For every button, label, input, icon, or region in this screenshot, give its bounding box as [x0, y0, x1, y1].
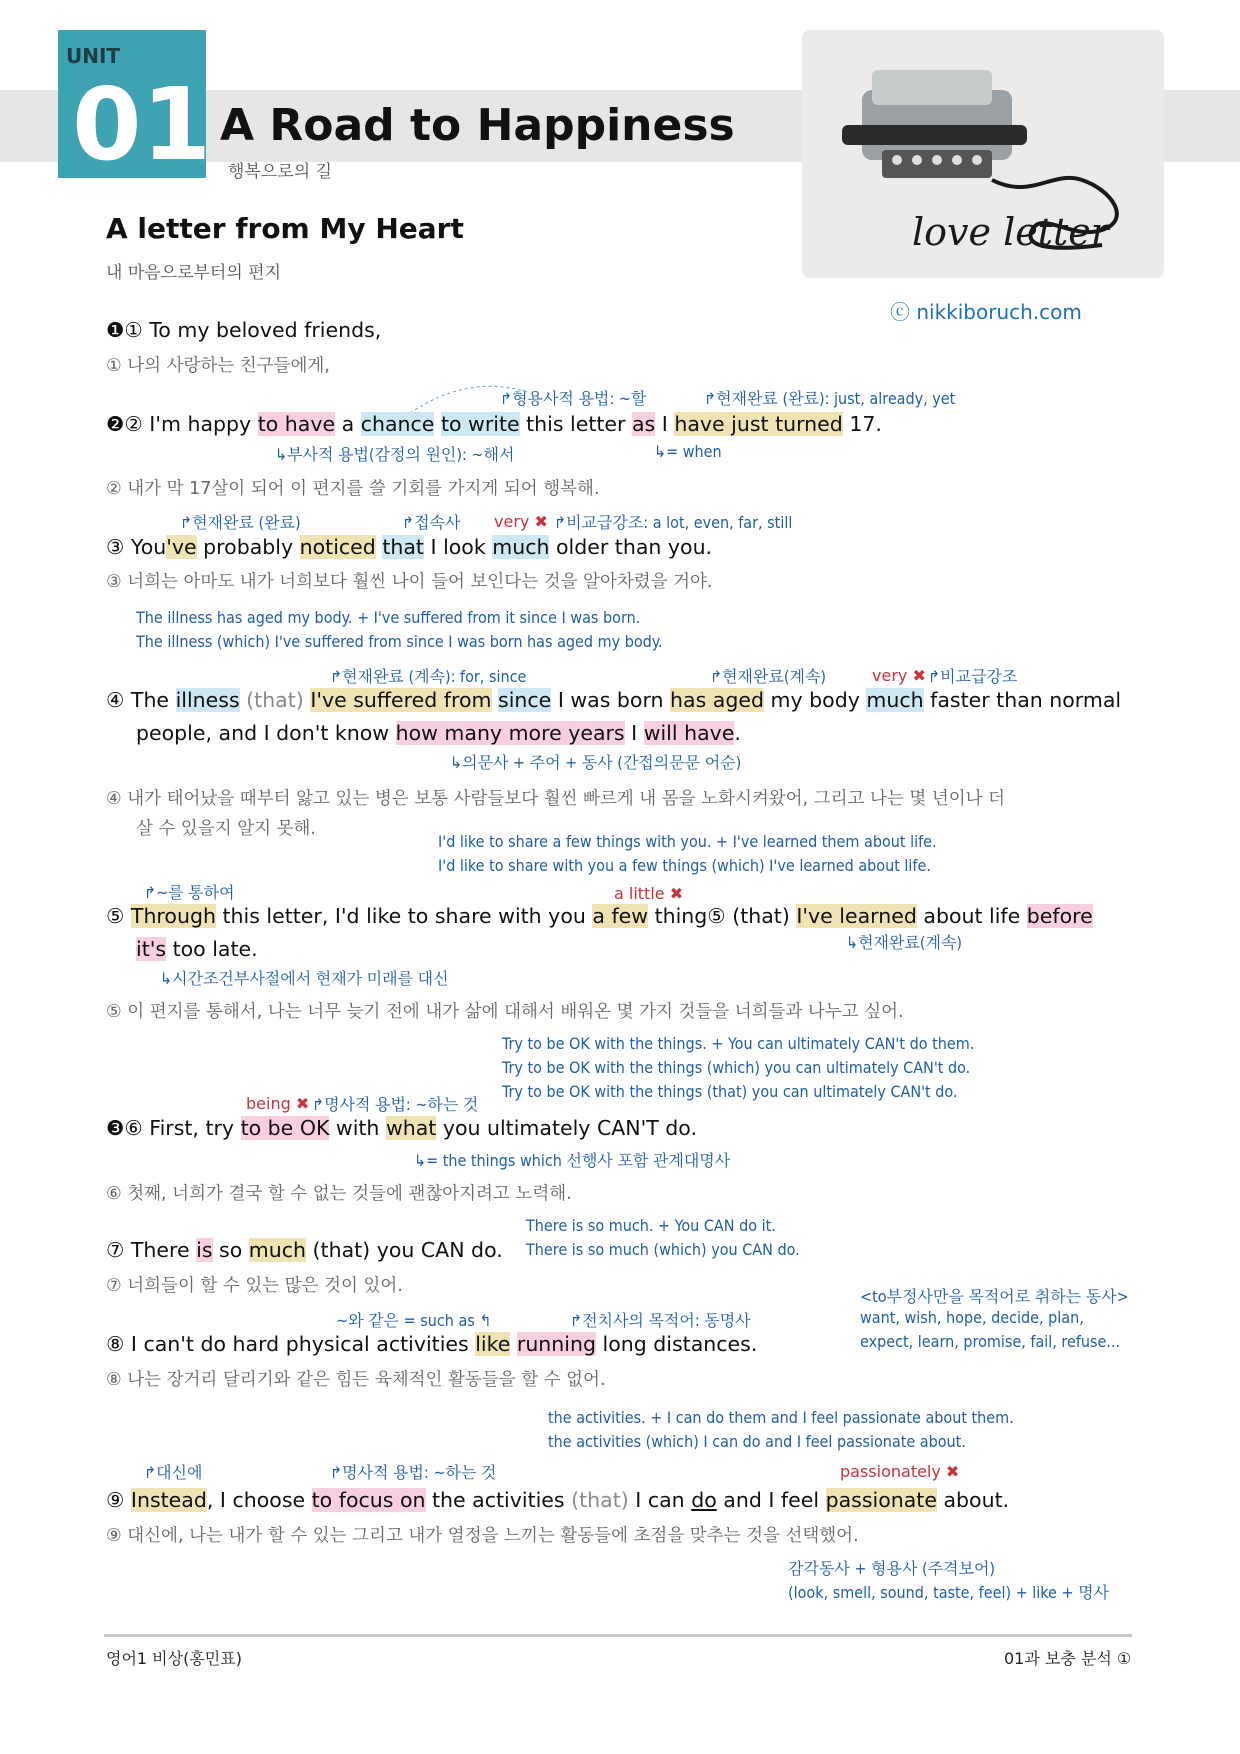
analysis-9-line-1: the activities. + I can do them and I feel passionate about them.: [548, 1408, 1014, 1427]
note-2-adjective-use: ↱형용사적 용법: ~할: [500, 389, 647, 408]
unit-number: 01: [72, 66, 212, 183]
sentence-5-en-line-2: it's too late.: [136, 937, 258, 961]
note-5-through: ↱~를 통하여: [144, 883, 235, 902]
sentence-2-en: ❷② I'm happy to have a chance to write this letter as I have just turned 17.: [106, 412, 882, 436]
unit-badge: [58, 30, 212, 183]
side-8-title: <to부정사만을 목적어로 취하는 동사>: [860, 1287, 1129, 1306]
note-4-present-perfect-2: ↱현재완료(계속): [710, 667, 827, 686]
sentence-6-en: ❸⑥ First, try to be OK with what you ultimately CAN'T do.: [106, 1116, 698, 1140]
note-9-sense-verb-list: (look, smell, sound, taste, feel) + like + 명사: [788, 1583, 1110, 1602]
unit-subtitle: 행복으로의 길: [228, 162, 332, 182]
analysis-5-line-1: I'd like to share a few things with you. + I've learned them about life.: [438, 832, 937, 851]
side-8-verbs-2: expect, learn, promise, fail, refuse...: [860, 1332, 1121, 1351]
analysis-5-line-2: I'd like to share with you a few things (which) I've learned about life.: [438, 856, 931, 875]
footer-right: 01과 보충 분석 ①: [1004, 1649, 1132, 1668]
unit-label: UNIT: [66, 44, 121, 68]
note-6-noun-use: ↱명사적 용법: ~하는 것: [312, 1095, 479, 1114]
note-8-like: ~와 같은 = such as ↰: [336, 1311, 492, 1330]
note-5-time-clause: ↳시간조건부사절에서 현재가 미래를 대신: [160, 969, 449, 988]
sentence-5-ko: ⑤ 이 편지를 통해서, 나는 너무 늦기 전에 내가 삶에 대해서 배워온 몇 가지 것들을 너희들과 나누고 싶어.: [106, 1002, 904, 1022]
unit-title: A Road to Happiness: [220, 100, 735, 151]
analysis-9-line-2: the activities (which) I can do and I feel passionate about.: [548, 1432, 966, 1451]
note-3-very-wrong: very ✖: [494, 512, 548, 531]
note-3-comparative: ↱비교급강조: a lot, even, far, still: [554, 513, 793, 532]
analysis-6-line-2: Try to be OK with the things (which) you can ultimately CAN't do.: [502, 1058, 971, 1077]
note-3-conjunction: ↱접속사: [402, 513, 461, 532]
note-3-present-perfect: ↱현재완료 (완료): [180, 513, 301, 532]
sentence-2-ko: ② 내가 막 17살이 되어 이 편지를 쓸 기회를 가지게 되어 행복해.: [106, 479, 600, 499]
analysis-6-line-1: Try to be OK with the things. + You can ultimately CAN't do them.: [502, 1034, 975, 1053]
side-8-verbs-1: want, wish, hope, decide, plan,: [860, 1308, 1084, 1327]
sentence-9-ko: ⑨ 대신에, 나는 내가 할 수 있는 그리고 내가 열정을 느끼는 활동들에 초점을 맞추는 것을 선택했어.: [106, 1526, 859, 1546]
sentence-4-en-line-2: people, and I don't know how many more years I will have.: [136, 721, 741, 745]
sentence-4-ko-line-1: ④ 내가 태어났을 때부터 앓고 있는 병은 보통 사람들보다 훨씬 빠르게 내 몸을 노화시켜왔어, 그리고 나는 몇 년이나 더: [106, 789, 1006, 809]
sentence-4-ko-line-2: 살 수 있을지 알지 못해.: [136, 819, 316, 839]
note-4-comparative: ↱비교급강조: [928, 667, 1018, 686]
sentence-5-en-line-1: ⑤ Through this letter, I'd like to share with you a few thing⑤ (that) I've learned about life before: [106, 904, 1093, 928]
photo-caption: love letter: [912, 210, 1109, 254]
footer-left: 영어1 비상(홍민표): [106, 1649, 242, 1668]
note-9-sense-verb: 감각동사 + 형용사 (주격보어): [788, 1559, 996, 1578]
note-5-a-little-wrong: a little ✖: [614, 884, 684, 903]
note-9-passionately-wrong: passionately ✖: [840, 1462, 960, 1481]
sentence-1-en: ❶① To my beloved friends,: [106, 318, 382, 342]
note-4-very-wrong: very ✖: [872, 666, 926, 685]
footer-divider: [104, 1634, 1132, 1637]
sentence-9-en: ⑨ Instead, I choose to focus on the activities (that) I can do and I feel passionate about.: [106, 1488, 1010, 1512]
analysis-4-line-1: The illness has aged my body. + I've suffered from it since I was born.: [136, 608, 641, 627]
analysis-6-line-3: Try to be OK with the things (that) you can ultimately CAN't do.: [502, 1082, 958, 1101]
note-8-gerund: ↱전치사의 목적어: 동명사: [570, 1311, 751, 1330]
note-5-present-perfect: ↳현재완료(계속): [846, 933, 963, 952]
note-9-noun-use: ↱명사적 용법: ~하는 것: [330, 1463, 497, 1482]
section-title: A letter from My Heart: [106, 212, 464, 245]
note-4-indirect-question: ↳의문사 + 주어 + 동사 (간접의문문 어순): [450, 753, 742, 772]
section-subtitle: 내 마음으로부터의 편지: [106, 263, 282, 283]
sentence-3-ko: ③ 너희는 아마도 내가 너희보다 훨씬 나이 들어 보인다는 것을 알아차렸을 거야.: [106, 572, 713, 592]
sentence-7-en: ⑦ There is so much (that) you CAN do.: [106, 1238, 503, 1262]
sentence-8-ko: ⑧ 나는 장거리 달리기와 같은 힘든 육체적인 활동들을 할 수 없어.: [106, 1370, 606, 1390]
sentence-1-ko: ① 나의 사랑하는 친구들에게,: [106, 356, 330, 376]
note-2-when: ↳= when: [654, 442, 722, 461]
sentence-4-en-line-1: ④ The illness (that) I've suffered from since I was born has aged my body much faster than normal: [106, 688, 1122, 712]
sentence-6-ko: ⑥ 첫째, 너희가 결국 할 수 없는 것들에 괜찮아지려고 노력해.: [106, 1184, 572, 1204]
typewriter-photo: [802, 30, 1164, 278]
note-2-present-perfect: ↱현재완료 (완료): just, already, yet: [704, 389, 956, 408]
analysis-7-line-1: There is so much. + You CAN do it.: [526, 1216, 776, 1235]
note-4-present-perfect: ↱현재완료 (계속): for, since: [330, 667, 527, 686]
typewriter-illustration: [802, 30, 1164, 278]
note-6-relative-pronoun: ↳= the things which 선행사 포함 관계대명사: [414, 1151, 731, 1170]
analysis-4-line-2: The illness (which) I've suffered from since I was born has aged my body.: [136, 632, 663, 651]
photo-credit: ⓒ nikkiboruch.com: [890, 300, 1082, 324]
sentence-7-ko: ⑦ 너희들이 할 수 있는 많은 것이 있어.: [106, 1276, 403, 1296]
sentence-8-en: ⑧ I can't do hard physical activities like running long distances.: [106, 1332, 758, 1356]
note-6-being-wrong: being ✖: [246, 1094, 310, 1113]
note-2-adverbial-use: ↳부사적 용법(감정의 원인): ~해서: [275, 445, 515, 464]
note-9-instead: ↱대신에: [144, 1463, 203, 1482]
sentence-3-en: ③ You've probably noticed that I look much older than you.: [106, 535, 713, 559]
analysis-7-line-2: There is so much (which) you CAN do.: [526, 1240, 800, 1259]
